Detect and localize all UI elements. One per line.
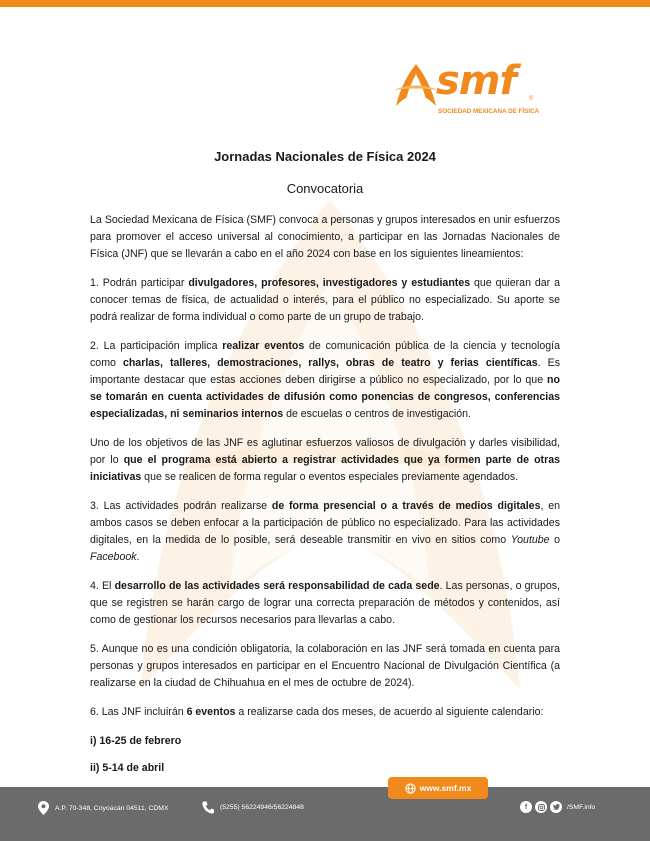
paragraph-4: 4. El desarrollo de las actividades será responsabilidad de cada sede. Las personas, o grupos, que se registren se harán cargo de lograr una correcta preparación de métodos y contenidos, así como de gestionar los recursos necesarios para llevarlas a cabo. (90, 580, 560, 626)
intro-paragraph: La Sociedad Mexicana de Física (SMF) convoca a personas y grupos interesados en unir esfuerzos para promover el acceso universal al conocimiento, a participar en las Jornadas Nacionales de Física (JNF) que se llevarán a cabo en el año 2024 con base en los siguientes lineamientos: (90, 214, 560, 260)
logo-registered-mark: ® (529, 96, 534, 102)
logo-wordmark: smf (436, 58, 516, 104)
globe-icon (405, 783, 416, 794)
page-title: Jornadas Nacionales de Física 2024 (214, 149, 436, 164)
address-text: A.P. 70-348, Coyoacán 04511, CDMX (55, 804, 169, 812)
facebook-icon[interactable]: f (520, 801, 532, 813)
paragraph-objectives: Uno de los objetivos de las JNF es aglutinar esfuerzos valiosos de divulgación y darles visibilidad, por lo que el programa está abierto a registrar actividades que ya formen parte de otras iniciativas que se realicen de forma regular o eventos especiales previamente agendados. (90, 437, 560, 483)
website-link[interactable] (388, 777, 488, 799)
footer-social (520, 801, 595, 813)
location-pin-icon (38, 801, 49, 815)
footer-phone[interactable] (202, 801, 304, 814)
page-subtitle: Convocatoria (286, 181, 364, 196)
instagram-icon[interactable] (535, 801, 547, 813)
footer-address (38, 801, 168, 815)
paragraph-1: 1. Podrán participar divulgadores, profesores, investigadores y estudiantes que quieran dar a conocer temas de física, de actualidad o interés, para el público no especializado. Su aporte se podrá realizar de forma individual o como parte de un grupo de trabajo. (90, 277, 560, 323)
website-text: www.smf.mx (419, 783, 472, 793)
phone-icon (202, 801, 214, 814)
page-footer (0, 777, 650, 841)
document-body (90, 148, 560, 814)
calendar-date-2: ii) 5-14 de abril (90, 762, 165, 774)
calendar-date-1: i) 16-25 de febrero (90, 735, 182, 747)
paragraph-6: 6. Las JNF incluirán 6 eventos a realizarse cada dos meses, de acuerdo al siguiente calendario: (90, 706, 544, 718)
top-accent-bar (0, 0, 650, 7)
twitter-icon[interactable] (550, 801, 562, 813)
paragraph-5: 5. Aunque no es una condición obligatoria, la colaboración en las JNF será tomada en cuenta para personas y grupos interesados en participar en el Encuentro Nacional de Divulgación Científica (a realizarse en la ciudad de Chihuahua en el mes de octubre de 2024). (90, 643, 560, 689)
paragraph-2: 2. La participación implica realizar eventos de comunicación pública de la ciencia y tecnología como charlas, talleres, demostraciones, rallys, obras de teatro y ferias científicas. Es importante destacar que estas acciones deben dirigirse a público no especializado, por lo que no se tomarán en cuenta actividades de difusión como ponencias de congresos, conferencias especializadas, ni seminarios internos de escuelas o centros de investigación. (90, 340, 560, 420)
smf-logo-mark-icon (392, 62, 440, 110)
paragraph-3: 3. Las actividades podrán realizarse de forma presencial o a través de medios digitales, en ambos casos se deben enfocar a la participación de público no especializado. Para las actividades digitales, en la medida de lo posible, será deseable transmitir en vivo en sitios como Youtube o Facebook. (90, 500, 560, 563)
smf-logo[interactable] (392, 58, 542, 120)
logo-subtitle: SOCIEDAD MEXICANA DE FÍSICA (438, 108, 540, 115)
phone-text: (5255) 56224946/56224848 (220, 804, 304, 811)
social-handle[interactable]: /SMF.info (567, 803, 596, 811)
